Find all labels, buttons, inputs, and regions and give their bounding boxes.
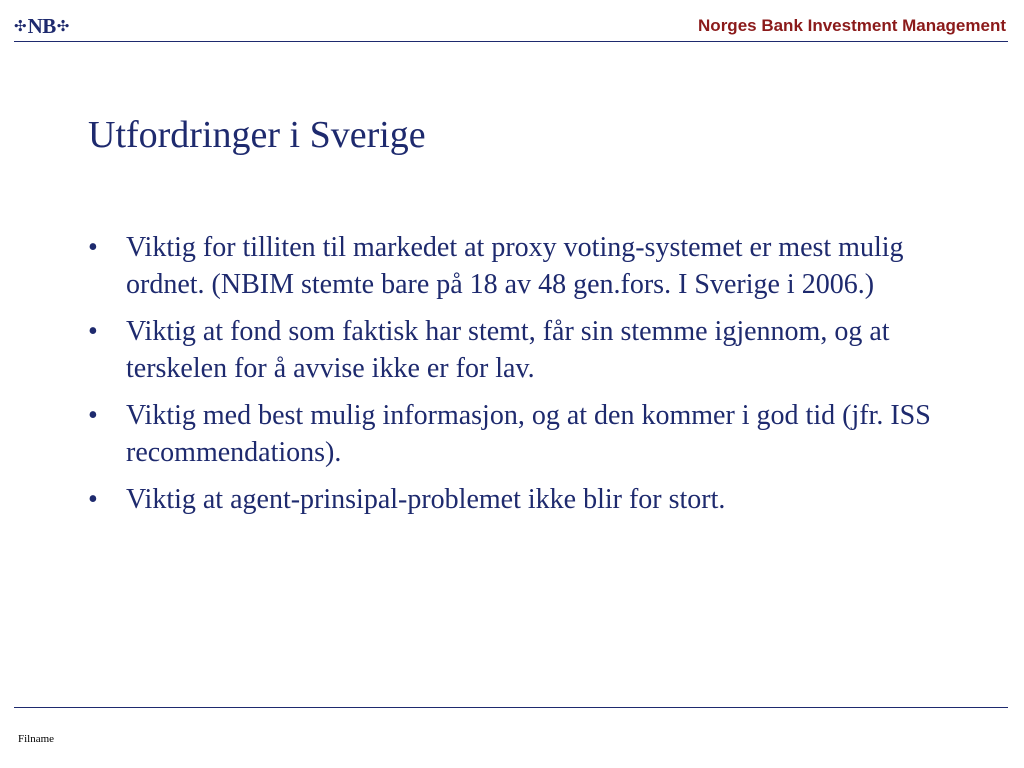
footer-divider [14, 707, 1008, 708]
organization-name: Norges Bank Investment Management [698, 16, 1006, 35]
bullet-marker: • [88, 316, 98, 347]
bullet-item [88, 313, 938, 387]
bullet-marker: • [88, 400, 98, 431]
bullet-marker: • [88, 484, 98, 515]
bullet-marker: • [88, 232, 98, 263]
bullet-item [88, 397, 938, 471]
bullet-list [88, 229, 938, 528]
footer-filename: Filname [18, 733, 55, 745]
bullet-text: Viktig for tilliten til markedet at proxy voting-systemet er mest mulig ordnet. (NBIM stemte bare på 18 av 48 gen.fors. I Sverige i 2006.) [126, 232, 904, 300]
bullet-text: Viktig med best mulig informasjon, og at den kommer i god tid (jfr. ISS recommendations). [126, 400, 931, 468]
bullet-text: Viktig at agent-prinsipal-problemet ikke blir for stort. [126, 484, 726, 515]
bullet-item [88, 229, 938, 303]
logo-ornament-left-icon: ✣ [14, 17, 27, 35]
logo-text: NB [27, 14, 56, 38]
logo-ornament-right-icon: ✣ [56, 17, 70, 35]
header-divider [14, 41, 1008, 42]
slide-title: Utfordringer i Sverige [88, 114, 426, 156]
nb-logo [14, 13, 69, 39]
bullet-item [88, 481, 938, 518]
bullet-text: Viktig at fond som faktisk har stemt, får sin stemme igjennom, og at terskelen for å avvise ikke er for lav. [126, 316, 890, 384]
